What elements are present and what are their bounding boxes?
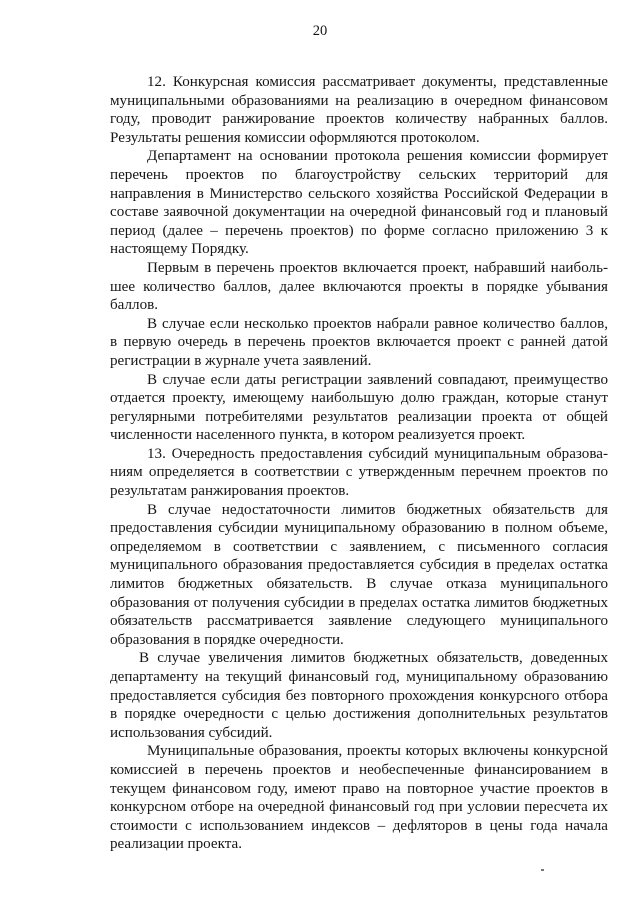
paragraph-department-project-list: Департамент на основании протокола решения комиссии формирует перечень проектов по благоустройству сельских территорий для направления в Министерство сельского хозяйства Российской Федерации в составе заявочной документации на очередной финансовый год и плановый период (далее – перечень проектов) по форме согласно приложению 3 к настоящему Порядку. (110, 148, 608, 258)
paragraph-increased-limits: В случае увеличения лимитов бюджетных обязательств, доведенных департаменту на текущий финансовый год, муниципальному образованию предоставляется субсидия без повторного прохождения конкурсного отбора в порядке очередности с целью достижения дополнительных результатов использования субсидий. (110, 650, 608, 741)
paragraph-12-competition-commission: 12. Конкурсная комиссия рассматривает документы, представленные муниципальными образованиями на реализацию в очередном финансовом году, проводит ранжирование проектов количеству набранных баллов. Результаты решения комиссии оформляются протоколом. (110, 74, 608, 146)
page-number: 20 (312, 23, 328, 39)
paragraph-13-subsidy-order: 13. Очередность предоставления субсидий муниципальным образованиям определяется в соответствии с утвержденным перечнем проектов по результатам ранжирования проектов. (110, 445, 608, 500)
scan-speck (541, 869, 544, 871)
paragraph-equal-scores: В случае если несколько проектов набрали равное количество баллов, в первую очередь в перечень проектов включается проект с ранней датой регистрации в журнале учета заявлений. (110, 315, 608, 369)
paragraph-insufficient-limits: В случае недостаточности лимитов бюджетных обязательств для предоставления субсидии муниципальному образованию в полном объеме, определяемом в соответствии с заявлением, с письменного согласия муниципального образования предоставляется субсидия в пределах остатка лимитов бюджетных обязательств. В случае отказа муниципального образования от получения субсидии в пределах остатка лимитов бюджетных обязательств рассматривается заявление следующего муниципального образования в порядке очередности. (110, 501, 608, 648)
paragraph-ranking-order: Первым в перечень проектов включается проект, набравший наибольшее количество баллов, далее включаются проекты в порядке убывания баллов. (110, 259, 608, 314)
paragraph-repeat-participation: Муниципальные образования, проекты которых включены конкурсной комиссией в перечень проектов и необеспеченные финансированием в текущем финансовом году, имеют право на повторное участие проектов в конкурсном отборе на очередной финансовый год при условии пересчета их стоимости с использованием индексов – дефляторов в цены года начала реализации проекта. (110, 743, 608, 853)
document-body (110, 73, 608, 854)
paragraph-equal-dates: В случае если даты регистрации заявлений совпадают, преимущество отдается проекту, имеющему наибольшую долю граждан, которые станут регулярными потребителями результатов реализации проекта от общей численности населенного пункта, в котором реализуется проект. (110, 371, 608, 444)
